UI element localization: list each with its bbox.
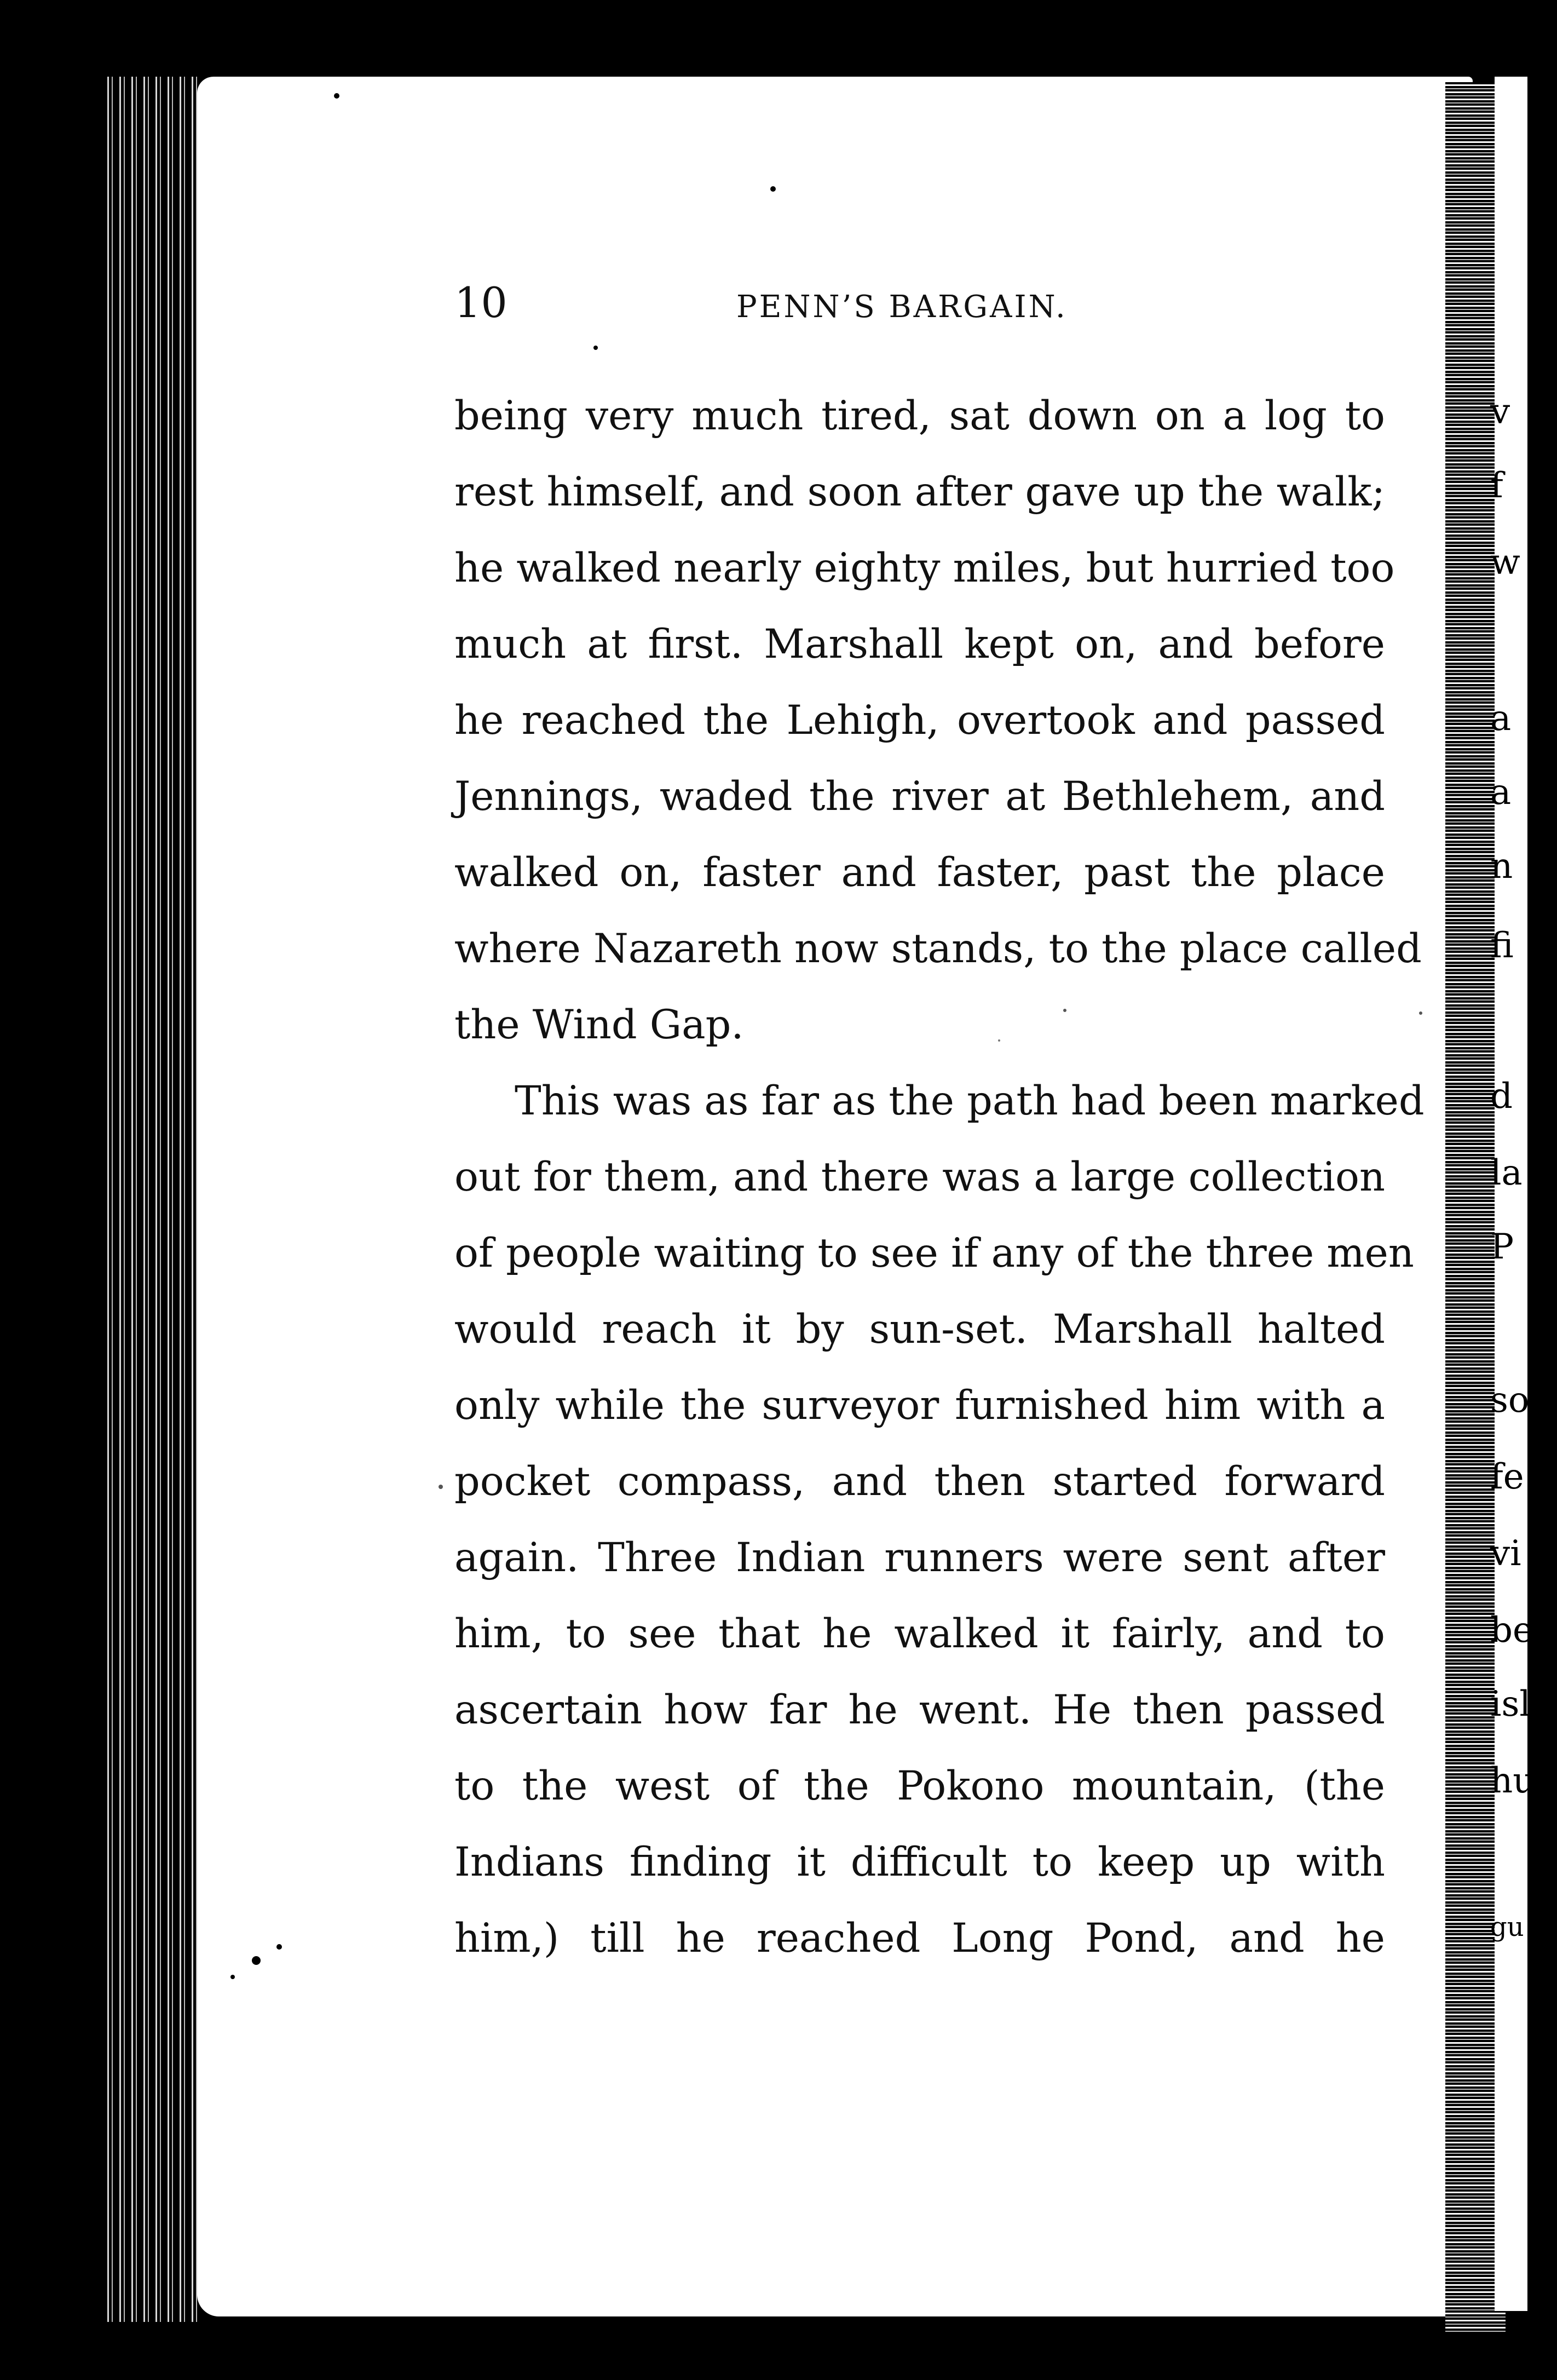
next-page-fragment: be [1490,1610,1533,1651]
body-text [454,378,1425,1976]
next-page-fragment: la [1490,1153,1523,1193]
running-head: PENN’S BARGAIN. [736,289,1068,325]
text-line: him, to see that he walked it fairly, and to [454,1611,1385,1657]
text-line: This was as far as the path had been marked [515,1078,1425,1124]
text-line: he walked nearly eighty miles, but hurried too [454,545,1395,591]
text-line: Indians finding it difficult to keep up with [454,1839,1385,1885]
next-page-fragment: gu [1490,1912,1524,1942]
next-page-fragment: v [1490,392,1510,432]
text-line: out for them, and there was a large collection [454,1154,1385,1200]
text-line: him,) till he reached Long Pond, and he [454,1915,1385,1962]
text-line: where Nazareth now stands, to the place called [454,925,1422,972]
text-line: being very much tired, sat down on a log to [454,393,1385,439]
text-line: to the west of the Pokono mountain, (the [454,1763,1385,1809]
next-page-fragment: fe [1490,1457,1524,1497]
text-line: pocket compass, and then started forward [454,1458,1385,1505]
next-page-fragment: hu [1490,1761,1536,1801]
next-page-fragment: fi [1490,925,1514,966]
text-line: Jennings, waded the river at Bethlehem, and [454,773,1385,820]
next-page-fragment: d [1490,1076,1513,1117]
text-line: he reached the Lehigh, overtook and passed [454,697,1385,744]
text-line: the Wind Gap. [454,1002,744,1048]
text-line: again. Three Indian runners were sent after [454,1534,1385,1581]
text-line: much at first. Marshall kept on, and before [454,621,1385,668]
next-page-fragment: vi [1490,1533,1521,1574]
text-line: rest himself, and soon after gave up the walk; [454,469,1385,515]
text-line: would reach it by sun-set. Marshall halted [454,1306,1385,1353]
text-line: ascertain how far he went. He then passed [454,1687,1385,1733]
next-page-fragment: n [1490,846,1513,887]
next-page-fragment: P [1490,1227,1514,1267]
next-page-fragment: a [1490,698,1512,739]
next-page-fragment: isl [1490,1684,1531,1724]
book-gutter-edge [104,77,203,2322]
text-line: walked on, faster and faster, past the place [454,849,1385,896]
text-line: only while the surveyor furnished him with a [454,1382,1385,1429]
next-page-fragment: f [1490,465,1503,506]
text-line: of people waiting to see if any of the three men [454,1230,1414,1277]
page-number: 10 [454,278,508,327]
next-page-fragment: w [1490,542,1520,583]
page-header [454,278,1385,344]
next-page-fragment: so [1490,1380,1530,1421]
next-page-fragment: a [1490,772,1512,813]
